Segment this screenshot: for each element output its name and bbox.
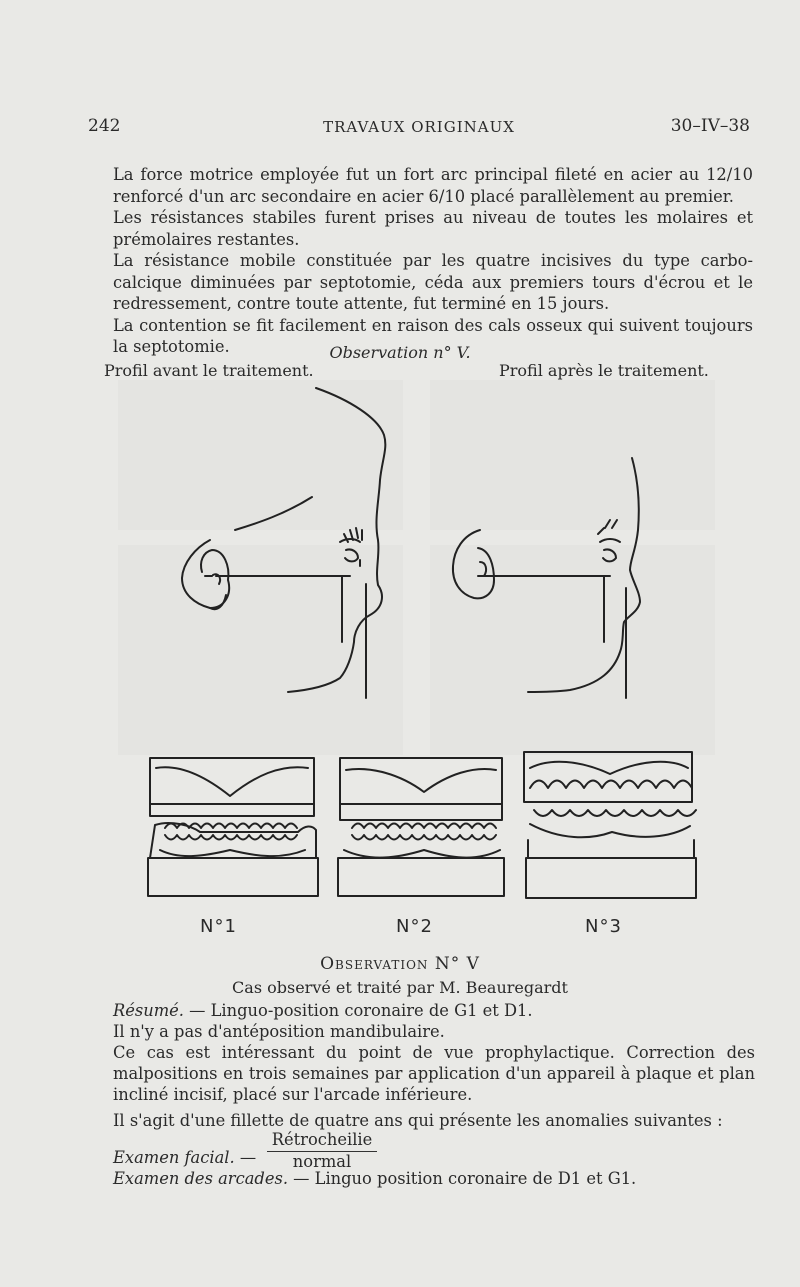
dental-model-2 xyxy=(338,758,504,896)
paragraph: La contention se fit facilement en raison des cals osseux qui suivent toujours la septotomie. xyxy=(113,315,753,356)
facial-label: Examen facial. xyxy=(113,1148,235,1167)
paragraph: La résistance mobile constituée par les quatre incisives du type carbo-calcique diminuées par septotomie, céda aux premiers tours d'écrou et le redressement, contre toute attente, fut terminé en 15 jours. xyxy=(113,251,753,313)
caption-before: Profil avant le traitement. xyxy=(104,361,314,380)
observation-title: Observation N° V xyxy=(320,954,480,974)
paragraph: Il s'agit d'une fillette de quatre ans qui présente les anomalies suivantes : xyxy=(113,1111,723,1130)
paragraph: Les résistances stabiles furent prises au niveau de toutes les molaires et prémolaires restantes. xyxy=(113,208,753,249)
model-label-2: N°2 xyxy=(396,916,433,937)
fraction-denominator: normal xyxy=(267,1151,377,1171)
model-label-1: N°1 xyxy=(200,916,237,937)
caption-after: Profil après le traitement. xyxy=(499,361,709,380)
figure-heading: Observation n° V. xyxy=(329,343,471,362)
observation-body xyxy=(113,1000,755,1131)
dental-model-3 xyxy=(524,752,696,898)
paragraph: Il n'y a pas d'antéposition mandibulaire. xyxy=(113,1022,445,1041)
page-number: 242 xyxy=(88,116,121,136)
figure-illustration xyxy=(0,380,800,910)
fraction-numerator: Rétrocheilie xyxy=(271,1130,373,1149)
resume-label: Résumé. xyxy=(113,1001,184,1020)
top-paragraphs xyxy=(113,164,753,358)
resume-line: Résumé. — Linguo-position coronaire de G1 et D1. xyxy=(113,1001,533,1020)
paragraph: Ce cas est intéressant du point de vue prophylactique. Correction des malpositions en trois semaines par application d'un appareil à plaque et plan incliné incisif, placé sur l'arcade inférieure. xyxy=(113,1043,755,1104)
paragraph: La force motrice employée fut un fort arc principal fileté en acier au 12/10 renforcé d'un arc secondaire en acier 6/10 placé parallèlement au premier. xyxy=(113,165,753,206)
model-label-3: N°3 xyxy=(585,916,622,937)
observation-subtitle: Cas observé et traité par M. Beauregardt xyxy=(232,978,568,997)
running-header xyxy=(88,116,750,140)
fraction xyxy=(267,1130,377,1171)
dental-model-1 xyxy=(148,758,318,896)
arcades-exam: Examen des arcades. — Linguo position coronaire de D1 et G1. xyxy=(113,1169,637,1188)
page: 242 TRAVAUX ORIGINAUX 30–IV–38 La force motrice employée fut un fort arc principal fileté en acier au 12/10 renforcé d'un arc secondaire en acier 6/10 placé parallèlement au premier. Les résistances stabiles furent prises au niveau de toutes les molaires et prémolaires restantes. La résistance mobile constituée par les quatre incisives du type carbo-calcique diminuées par septotomie, céda aux premiers tours d'écrou et le redressement, contre toute attente, fut terminé en 15 jours. La contention se fit facilement en raison des cals osseux qui suivent toujours la septotomie. Observation n° V. Profil avant le traitement. Profil après le traitement. N°1 N°2 N°3 Observation N° V Cas observé et traité par M. Beauregardt Résumé. — Linguo-position coronaire de G1 et D1. Il n'y a pas d'antéposition mandibulaire. Ce cas est intéressant du point de vue prophylactique. Correction des malpositions en trois semaines par application d'un appareil à plaque et plan incliné incisif, placé sur l'arcade inférieure. Il s'agit d'une fillette de quatre ans qui présente les anomalies suivantes : Examen facial. — Rétrocheilie normal Examen des arcades. — Linguo position coronaire de D1 et G1. xyxy=(0,0,800,1287)
arcades-label: Examen des arcades. xyxy=(113,1169,288,1188)
issue-date: 30–IV–38 xyxy=(670,116,750,136)
running-title: TRAVAUX ORIGINAUX xyxy=(323,118,515,136)
